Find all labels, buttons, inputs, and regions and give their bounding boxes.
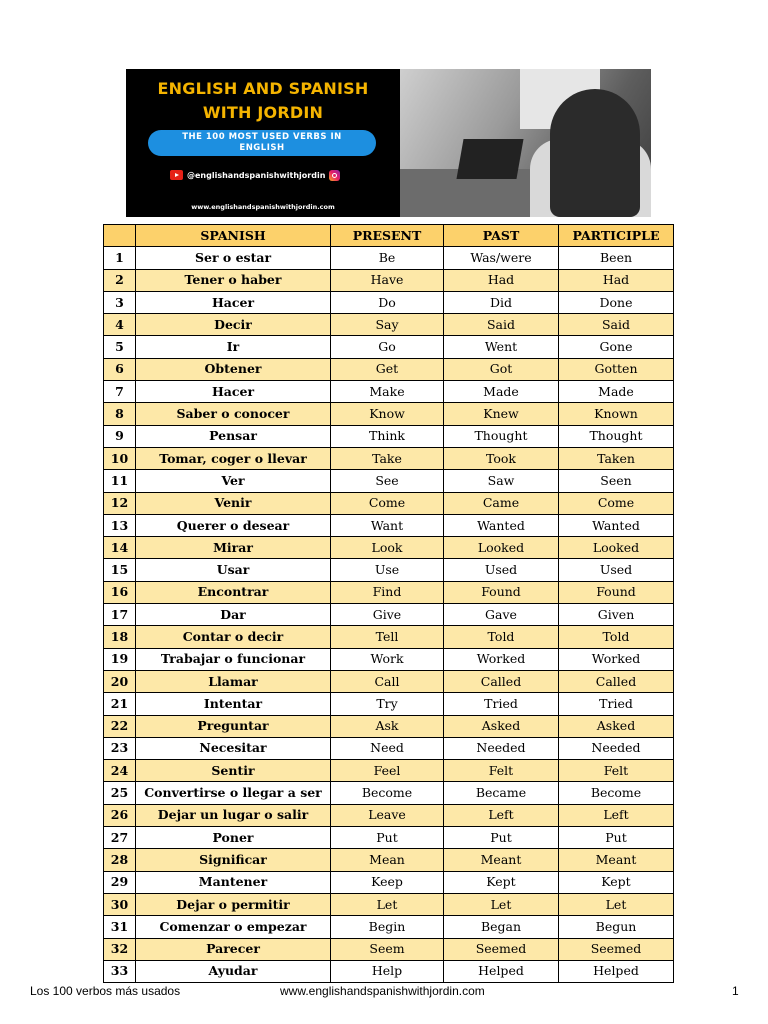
spanish-verb: Dejar un lugar o salir	[136, 804, 331, 826]
spanish-verb: Pensar	[136, 425, 331, 447]
present-form: Seem	[331, 938, 444, 960]
participle-form: Called	[559, 670, 674, 692]
instagram-icon	[329, 170, 340, 181]
row-number: 8	[104, 403, 136, 425]
table-row	[104, 938, 674, 960]
banner-subtitle-line2: ENGLISH	[239, 143, 285, 153]
past-form: Called	[444, 670, 559, 692]
past-form: Wanted	[444, 514, 559, 536]
past-form: Had	[444, 269, 559, 291]
table-row	[104, 381, 674, 403]
participle-form: Seen	[559, 470, 674, 492]
past-form: Told	[444, 626, 559, 648]
table-row	[104, 447, 674, 469]
table-row	[104, 514, 674, 536]
spanish-verb: Sentir	[136, 760, 331, 782]
participle-form: Taken	[559, 447, 674, 469]
spanish-verb: Ser o estar	[136, 247, 331, 269]
past-form: Meant	[444, 849, 559, 871]
past-form: Gave	[444, 604, 559, 626]
table-row	[104, 693, 674, 715]
spanish-verb: Obtener	[136, 358, 331, 380]
participle-form: Looked	[559, 537, 674, 559]
spanish-verb: Comenzar o empezar	[136, 916, 331, 938]
present-form: Tell	[331, 626, 444, 648]
table-row	[104, 760, 674, 782]
header-present: PRESENT	[331, 225, 444, 247]
table-row	[104, 849, 674, 871]
row-number: 5	[104, 336, 136, 358]
past-form: Asked	[444, 715, 559, 737]
table-row	[104, 425, 674, 447]
row-number: 1	[104, 247, 136, 269]
row-number: 31	[104, 916, 136, 938]
table-row	[104, 492, 674, 514]
header-participle: PARTICIPLE	[559, 225, 674, 247]
participle-form: Given	[559, 604, 674, 626]
table-row	[104, 559, 674, 581]
table-row	[104, 827, 674, 849]
present-form: Give	[331, 604, 444, 626]
participle-form: Used	[559, 559, 674, 581]
participle-form: Put	[559, 827, 674, 849]
table-row	[104, 626, 674, 648]
past-form: Let	[444, 893, 559, 915]
participle-form: Left	[559, 804, 674, 826]
spanish-verb: Significar	[136, 849, 331, 871]
present-form: Let	[331, 893, 444, 915]
participle-form: Gone	[559, 336, 674, 358]
table-row	[104, 269, 674, 291]
present-form: Want	[331, 514, 444, 536]
spanish-verb: Encontrar	[136, 581, 331, 603]
present-form: Go	[331, 336, 444, 358]
row-number: 4	[104, 314, 136, 336]
present-form: Look	[331, 537, 444, 559]
page-number: 1	[732, 984, 739, 998]
past-form: Helped	[444, 960, 559, 982]
past-form: Knew	[444, 403, 559, 425]
spanish-verb: Convertirse o llegar a ser	[136, 782, 331, 804]
banner-text-area	[126, 69, 400, 217]
past-form: Began	[444, 916, 559, 938]
row-number: 22	[104, 715, 136, 737]
row-number: 33	[104, 960, 136, 982]
spanish-verb: Tomar, coger o llevar	[136, 447, 331, 469]
participle-form: Needed	[559, 737, 674, 759]
banner-title-line2: WITH JORDIN	[202, 103, 324, 122]
past-form: Felt	[444, 760, 559, 782]
row-number: 23	[104, 737, 136, 759]
past-form: Used	[444, 559, 559, 581]
participle-form: Said	[559, 314, 674, 336]
row-number: 9	[104, 425, 136, 447]
spanish-verb: Usar	[136, 559, 331, 581]
participle-form: Felt	[559, 760, 674, 782]
table-row	[104, 782, 674, 804]
present-form: Become	[331, 782, 444, 804]
banner-title-line1: ENGLISH AND SPANISH	[157, 79, 369, 98]
present-form: Work	[331, 648, 444, 670]
present-form: Say	[331, 314, 444, 336]
participle-form: Wanted	[559, 514, 674, 536]
row-number: 21	[104, 693, 136, 715]
header-past: PAST	[444, 225, 559, 247]
participle-form: Found	[559, 581, 674, 603]
youtube-icon	[170, 170, 183, 180]
table-row	[104, 715, 674, 737]
present-form: Need	[331, 737, 444, 759]
present-form: Feel	[331, 760, 444, 782]
header-number	[104, 225, 136, 247]
spanish-verb: Ir	[136, 336, 331, 358]
past-form: Needed	[444, 737, 559, 759]
participle-form: Meant	[559, 849, 674, 871]
spanish-verb: Querer o desear	[136, 514, 331, 536]
participle-form: Asked	[559, 715, 674, 737]
participle-form: Become	[559, 782, 674, 804]
row-number: 29	[104, 871, 136, 893]
spanish-verb: Dejar o permitir	[136, 893, 331, 915]
past-form: Became	[444, 782, 559, 804]
present-form: Come	[331, 492, 444, 514]
table-row	[104, 604, 674, 626]
participle-form: Seemed	[559, 938, 674, 960]
past-form: Was/were	[444, 247, 559, 269]
row-number: 13	[104, 514, 136, 536]
social-handle-row	[170, 168, 340, 182]
present-form: Take	[331, 447, 444, 469]
spanish-verb: Mantener	[136, 871, 331, 893]
spanish-verb: Ver	[136, 470, 331, 492]
spanish-verb: Saber o conocer	[136, 403, 331, 425]
table-row	[104, 537, 674, 559]
verbs-table	[103, 224, 674, 983]
spanish-verb: Dar	[136, 604, 331, 626]
row-number: 27	[104, 827, 136, 849]
spanish-verb: Llamar	[136, 670, 331, 692]
spanish-verb: Tener o haber	[136, 269, 331, 291]
banner-subtitle	[148, 130, 376, 156]
present-form: Use	[331, 559, 444, 581]
row-number: 10	[104, 447, 136, 469]
row-number: 20	[104, 670, 136, 692]
row-number: 16	[104, 581, 136, 603]
table-row	[104, 670, 674, 692]
social-handle: @englishandspanishwithjordin	[187, 170, 326, 180]
table-row	[104, 314, 674, 336]
present-form: Find	[331, 581, 444, 603]
present-form: Know	[331, 403, 444, 425]
participle-form: Begun	[559, 916, 674, 938]
banner-subtitle-line1: THE 100 MOST USED VERBS IN	[182, 132, 342, 142]
spanish-verb: Preguntar	[136, 715, 331, 737]
past-form: Took	[444, 447, 559, 469]
table-header-row	[104, 225, 674, 247]
table-body	[104, 247, 674, 983]
row-number: 19	[104, 648, 136, 670]
table-row	[104, 960, 674, 982]
table-row	[104, 871, 674, 893]
present-form: Mean	[331, 849, 444, 871]
present-form: Begin	[331, 916, 444, 938]
present-form: Call	[331, 670, 444, 692]
past-form: Worked	[444, 648, 559, 670]
table-row	[104, 403, 674, 425]
participle-form: Made	[559, 381, 674, 403]
participle-form: Known	[559, 403, 674, 425]
past-form: Put	[444, 827, 559, 849]
past-form: Tried	[444, 693, 559, 715]
spanish-verb: Decir	[136, 314, 331, 336]
row-number: 17	[104, 604, 136, 626]
participle-form: Tried	[559, 693, 674, 715]
row-number: 11	[104, 470, 136, 492]
table-row	[104, 291, 674, 313]
row-number: 7	[104, 381, 136, 403]
present-form: Make	[331, 381, 444, 403]
participle-form: Been	[559, 247, 674, 269]
past-form: Kept	[444, 871, 559, 893]
table-row	[104, 247, 674, 269]
participle-form: Let	[559, 893, 674, 915]
spanish-verb: Mirar	[136, 537, 331, 559]
spanish-verb: Contar o decir	[136, 626, 331, 648]
footer-website: www.englishandspanishwithjordin.com	[280, 984, 485, 998]
row-number: 6	[104, 358, 136, 380]
present-form: Try	[331, 693, 444, 715]
past-form: Said	[444, 314, 559, 336]
participle-form: Had	[559, 269, 674, 291]
table-row	[104, 916, 674, 938]
present-form: Be	[331, 247, 444, 269]
spanish-verb: Intentar	[136, 693, 331, 715]
spanish-verb: Poner	[136, 827, 331, 849]
header-banner	[126, 69, 651, 217]
table-row	[104, 804, 674, 826]
present-form: Think	[331, 425, 444, 447]
participle-form: Helped	[559, 960, 674, 982]
past-form: Thought	[444, 425, 559, 447]
spanish-verb: Hacer	[136, 291, 331, 313]
table-row	[104, 648, 674, 670]
present-form: Get	[331, 358, 444, 380]
participle-form: Told	[559, 626, 674, 648]
banner-website: www.englishandspanishwithjordin.com	[191, 203, 335, 211]
past-form: Left	[444, 804, 559, 826]
present-form: See	[331, 470, 444, 492]
spanish-verb: Venir	[136, 492, 331, 514]
spanish-verb: Trabajar o funcionar	[136, 648, 331, 670]
row-number: 28	[104, 849, 136, 871]
present-form: Put	[331, 827, 444, 849]
present-form: Help	[331, 960, 444, 982]
row-number: 3	[104, 291, 136, 313]
past-form: Made	[444, 381, 559, 403]
table-row	[104, 893, 674, 915]
present-form: Leave	[331, 804, 444, 826]
past-form: Seemed	[444, 938, 559, 960]
row-number: 14	[104, 537, 136, 559]
row-number: 26	[104, 804, 136, 826]
participle-form: Done	[559, 291, 674, 313]
row-number: 12	[104, 492, 136, 514]
present-form: Ask	[331, 715, 444, 737]
row-number: 30	[104, 893, 136, 915]
banner-photo	[400, 69, 651, 217]
past-form: Went	[444, 336, 559, 358]
header-spanish: SPANISH	[136, 225, 331, 247]
past-form: Did	[444, 291, 559, 313]
present-form: Keep	[331, 871, 444, 893]
past-form: Found	[444, 581, 559, 603]
participle-form: Come	[559, 492, 674, 514]
spanish-verb: Parecer	[136, 938, 331, 960]
row-number: 18	[104, 626, 136, 648]
participle-form: Worked	[559, 648, 674, 670]
past-form: Got	[444, 358, 559, 380]
past-form: Looked	[444, 537, 559, 559]
participle-form: Thought	[559, 425, 674, 447]
table-row	[104, 737, 674, 759]
row-number: 24	[104, 760, 136, 782]
spanish-verb: Necesitar	[136, 737, 331, 759]
participle-form: Kept	[559, 871, 674, 893]
row-number: 25	[104, 782, 136, 804]
table-row	[104, 336, 674, 358]
present-form: Do	[331, 291, 444, 313]
table-row	[104, 358, 674, 380]
past-form: Came	[444, 492, 559, 514]
spanish-verb: Ayudar	[136, 960, 331, 982]
footer-title: Los 100 verbos más usados	[30, 984, 181, 998]
row-number: 15	[104, 559, 136, 581]
participle-form: Gotten	[559, 358, 674, 380]
past-form: Saw	[444, 470, 559, 492]
spanish-verb: Hacer	[136, 381, 331, 403]
table-row	[104, 470, 674, 492]
row-number: 2	[104, 269, 136, 291]
row-number: 32	[104, 938, 136, 960]
present-form: Have	[331, 269, 444, 291]
table-row	[104, 581, 674, 603]
